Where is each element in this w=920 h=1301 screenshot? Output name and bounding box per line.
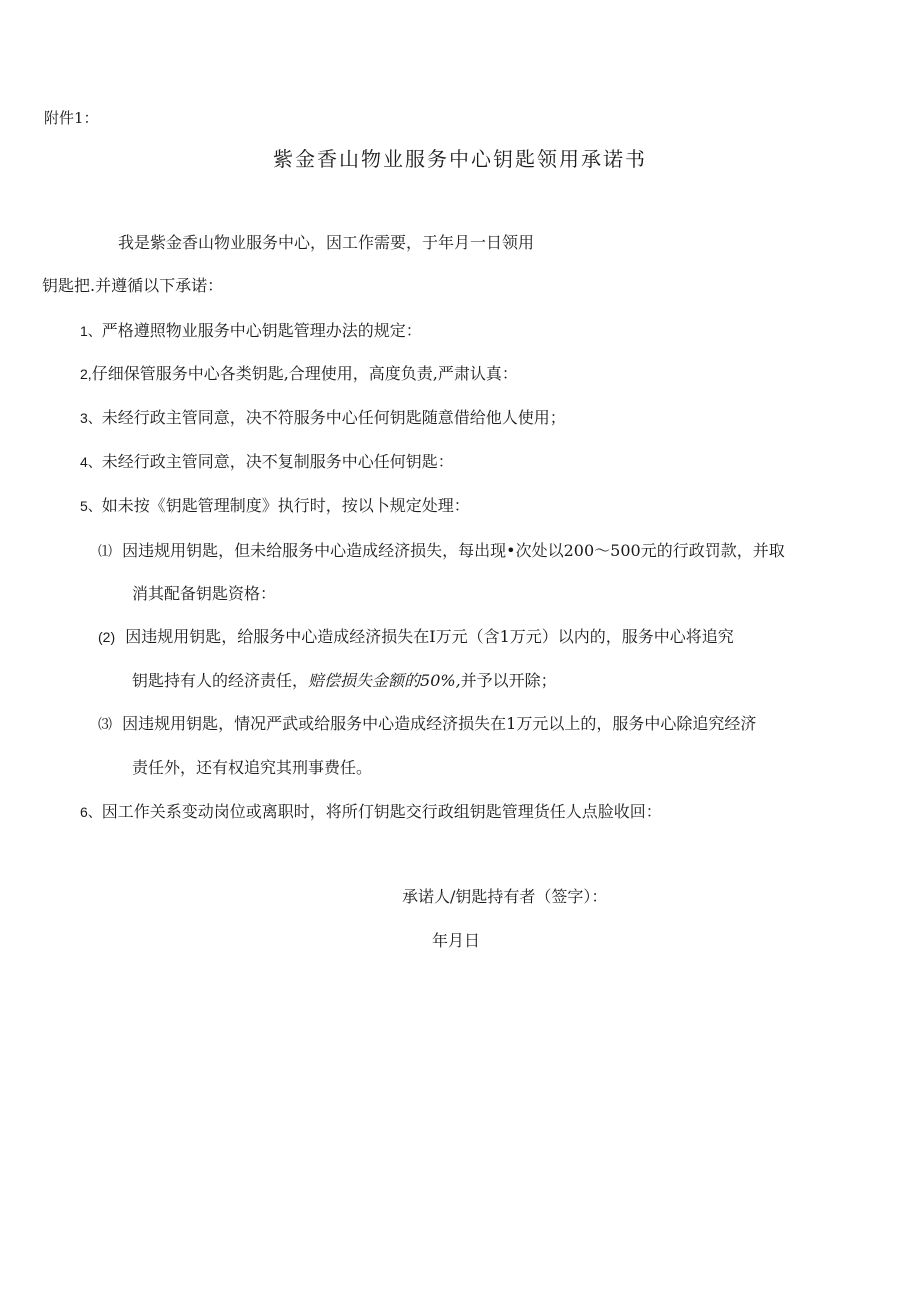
pledge-item-text: 如未按《钥匙管理制度》执行时，按以卜规定处理： [101,496,470,515]
penalty-clause-2-continued [132,671,557,691]
clause-number: (2) [98,629,116,645]
pledge-item-2 [80,364,518,384]
pledge-item-number: 5、 [80,498,102,514]
penalty-clause-2 [98,627,734,647]
date-label: 年月日 [432,931,481,950]
penalty-clause-1 [98,541,785,561]
pledge-item-number: 3、 [80,410,102,426]
clause-number: ⑶ [98,716,112,732]
penalty-clause-1-continued: 消其配备钥匙资格： [132,584,277,603]
pledge-item-text: 因工作关系变动岗位或离职时，将所仃钥匙交行政组钥匙管理货任人点脸收回： [101,802,662,821]
document-title: 紫金香山物业服务中心钥匙领用承诺书 [273,147,647,171]
clause-number: ⑴ [98,543,112,559]
pledge-item-text: 仔细保管服务中心各类钥匙,合理使用，高度负责,严肃认真： [91,364,518,383]
pledge-item-1 [80,321,422,341]
pledge-item-number: 6、 [80,804,102,820]
pledge-item-text: 未经行政主管同意，决不复制服务中心任何钥匙： [101,452,454,471]
pledge-item-6 [80,802,662,822]
pledge-item-5 [80,496,470,516]
pledge-item-number: 1、 [80,323,102,339]
penalty-clause-3-continued: 责任外，还有权追究其刑事费任。 [132,758,373,777]
clause-text: 因违规用钥匙，但未给服务中心造成经济损失，每出现•次处以200～500元的行政罚款，并取 [122,541,785,560]
attachment-label: 附件1： [44,109,99,127]
intro-line-1: 我是紫金香山物业服务中心，因工作需要，于年月一日领用 [118,233,535,252]
pledge-item-number: 2, [80,366,92,382]
intro-line-2: 钥匙把.并遵循以下承诺： [42,276,224,295]
clause-text-c: 并予以开除； [460,671,557,690]
clause-text: 因违规用钥匙，情况严武或给服务中心造成经济损失在1万元以上的，服务中心除追究经济 [122,714,757,733]
clause-text: 因违规用钥匙，给服务中心造成经济损失在I万元（含1万元）以内的，服务中心将追究 [125,627,734,646]
pledge-item-text: 未经行政主管同意，决不符服务中心任何钥匙随意借给他人使用； [101,408,566,427]
clause-text-italic: 赔偿损失金额的50%, [308,671,461,690]
pledge-item-4 [80,452,454,472]
pledge-item-number: 4、 [80,454,102,470]
signature-label: 承诺人/钥匙持有者（签字）： [402,887,608,906]
pledge-item-3 [80,408,566,428]
penalty-clause-3 [98,714,756,734]
pledge-item-text: 严格遵照物业服务中心钥匙管理办法的规定： [101,321,422,340]
clause-text-a: 钥匙持有人的经济责任， [132,671,309,690]
